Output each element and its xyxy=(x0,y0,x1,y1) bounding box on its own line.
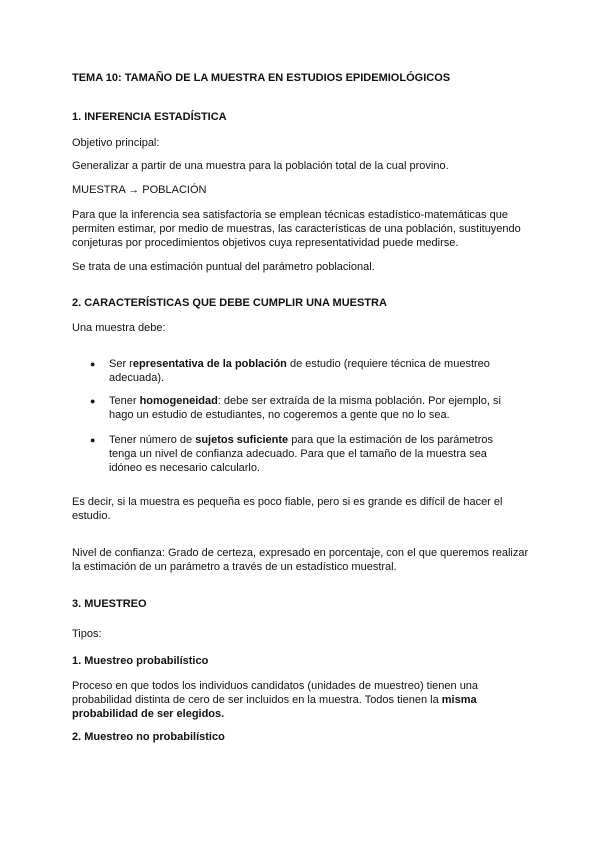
section-2-intro: Una muestra debe: xyxy=(72,322,166,334)
section-1-estimation-note: Se trata de una estimación puntual del parámetro poblacional. xyxy=(72,261,375,273)
section-1-objective-text: Generalizar a partir de una muestra para la población total de la cual provino. xyxy=(72,160,449,172)
probabilistic-definition: Proceso en que todos los individuos candidatos (unidades de muestreo) tienen una probabilidad distinta de cero de ser incluidos en la muestra. Todos tienen la misma probabilidad de ser elegidos. xyxy=(72,680,479,720)
bullet-dot-icon: ● xyxy=(90,435,96,445)
section-1-arrow-line: MUESTRA → POBLACIÓN xyxy=(72,184,207,196)
section-2-reliability-note: Es decir, si la muestra es pequeña es poco fiable, pero si es grande es difícil de hacer el estudio. xyxy=(72,496,503,522)
section-1-inference-paragraph: Para que la inferencia sea satisfactoria se emplean técnicas estadístico-matemáticas que permiten estimar, por medio de muestras, las características de una población, sustituyendo conjeturas por procedimientos objetivos cuya representatividad puede medirse. xyxy=(72,209,521,249)
section-1-objective-label: Objetivo principal: xyxy=(72,137,160,149)
list-item: Tener homogeneidad: debe ser extraída de la misma población. Por ejemplo, si hago un estudio de estudiantes, no cogeremos a gente que no lo sea. xyxy=(109,395,501,421)
bullet-dot-icon: ● xyxy=(90,396,96,406)
subsection-probabilistic-heading: 1. Muestreo probabilístico xyxy=(72,655,209,667)
section-3-types-label: Tipos: xyxy=(72,628,102,640)
section-2-heading: 2. CARACTERÍSTICAS QUE DEBE CUMPLIR UNA MUESTRA xyxy=(72,297,387,309)
subsection-non-probabilistic-heading: 2. Muestreo no probabilístico xyxy=(72,731,225,743)
section-3-heading: 3. MUESTREO xyxy=(72,598,147,610)
document-title: TEMA 10: TAMAÑO DE LA MUESTRA EN ESTUDIOS EPIDEMIOLÓGICOS xyxy=(72,72,451,84)
list-item: Ser representativa de la población de estudio (requiere técnica de muestreo adecuada). xyxy=(109,358,490,384)
section-2-confidence-definition: Nivel de confianza: Grado de certeza, expresado en porcentaje, con el que queremos realizar la estimación de un parámetro a través de un estadístico muestral. xyxy=(72,547,529,573)
section-1-heading: 1. INFERENCIA ESTADÍSTICA xyxy=(72,111,227,123)
bullet-dot-icon: ● xyxy=(90,359,96,369)
list-item: Tener número de sujetos suficiente para que la estimación de los parámetros tenga un nivel de confianza adecuado. Para que el tamaño de la muestra sea idóneo es necesario calcularlo. xyxy=(109,434,493,474)
